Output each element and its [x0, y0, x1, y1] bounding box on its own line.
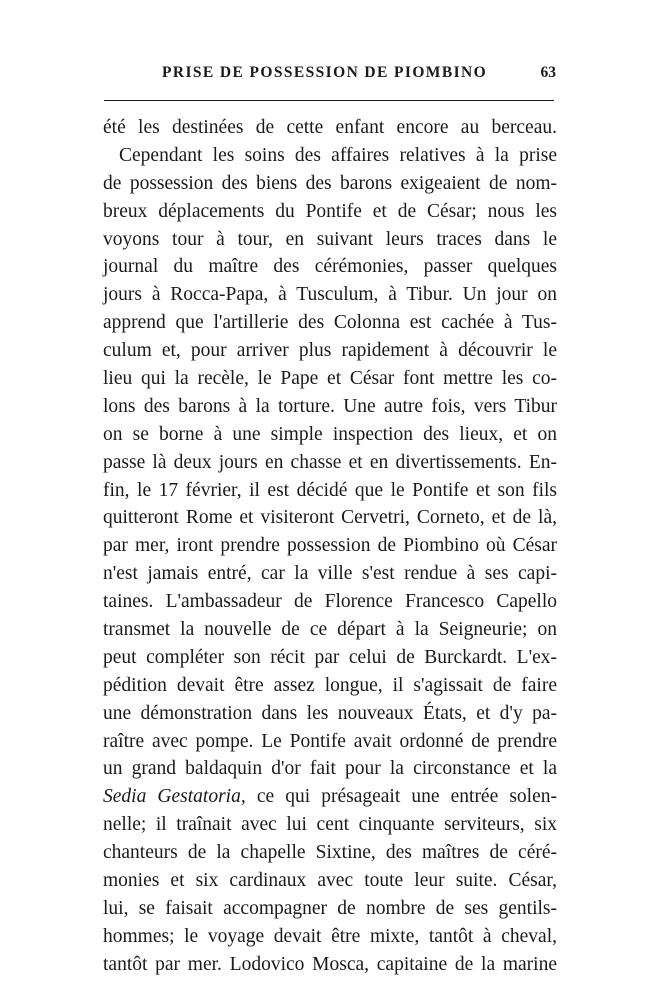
sedia-line [103, 783, 557, 811]
text-line: n'est jamais entré, car la ville s'est rendue à ses capi- [103, 563, 557, 585]
text-line: transmet la nouvelle de ce départ à la Seigneurie; on [103, 619, 557, 641]
page-number: 63 [540, 64, 556, 81]
text-line: raître avec pompe. Le Pontife avait ordonné de prendre [103, 730, 557, 752]
text-line: lieu qui la recèle, le Pape et César font mettre les co- [103, 368, 557, 390]
text-line: chanteurs de la chapelle Sixtine, des maîtres de céré- [103, 842, 557, 864]
body-text [103, 114, 557, 979]
sedia-gestatoria-italic: Sedia Gestatoria, [103, 786, 246, 808]
text-line: hommes; le voyage devait être mixte, tantôt à cheval, [103, 925, 557, 947]
text-line: passe là deux jours en chasse et en divertissements. En- [103, 451, 557, 473]
paragraph-start-line: Cependant les soins des affaires relatives à la prise [119, 144, 557, 166]
text-line: nelle; il traînait avec lui cent cinquante serviteurs, six [103, 814, 557, 836]
text-line: taines. L'ambassadeur de Florence Francesco Capello [103, 591, 557, 613]
text-line: tantôt par mer. Lodovico Mosca, capitaine de la marine [103, 953, 557, 975]
text-line: lons des barons à la torture. Une autre fois, vers Tibur [103, 395, 557, 417]
text-line: jours à Rocca-Papa, à Tusculum, à Tibur. Un jour on [103, 284, 557, 306]
text-line: monies et six cardinaux avec toute leur suite. César, [103, 870, 557, 892]
text-line: été les destinées de cette enfant encore au berceau. [103, 117, 557, 138]
text-line: voyons tour à tour, en suivant leurs traces dans le [103, 228, 557, 250]
text-line: on se borne à une simple inspection des lieux, et on [103, 423, 557, 445]
header-rule [104, 100, 554, 101]
text-line: culum et, pour arriver plus rapidement à découvrir le [103, 340, 557, 362]
text-line: un grand baldaquin d'or fait pour la circonstance et la [103, 758, 557, 780]
text-line: apprend que l'artillerie des Colonna est cachée à Tus- [103, 312, 557, 334]
text-line: fin, le 17 février, il est décidé que le Pontife et son fils [103, 479, 557, 501]
page-header [104, 64, 556, 88]
sedia-line-rest: ce qui présageait une entrée solen- [245, 786, 557, 808]
text-line: quitteront Rome et visiteront Cervetri, Corneto, et de là, [103, 507, 557, 529]
text-line: lui, se faisait accompagner de nombre de ses gentils- [103, 897, 557, 919]
text-line: pédition devait être assez longue, il s'agissait de faire [103, 674, 557, 696]
running-title: PRISE DE POSSESSION DE PIOMBINO [162, 64, 488, 81]
text-line: de possession des biens des barons exigeaient de nom- [103, 172, 557, 194]
text-line: breux déplacements du Pontife et de César; nous les [103, 200, 557, 222]
text-line: une démonstration dans les nouveaux États, et d'y pa- [103, 702, 557, 724]
text-line: journal du maître des cérémonies, passer quelques [103, 256, 557, 278]
text-line: peut compléter son récit par celui de Burckardt. L'ex- [103, 646, 557, 668]
text-line: par mer, iront prendre possession de Piombino où César [103, 535, 557, 557]
